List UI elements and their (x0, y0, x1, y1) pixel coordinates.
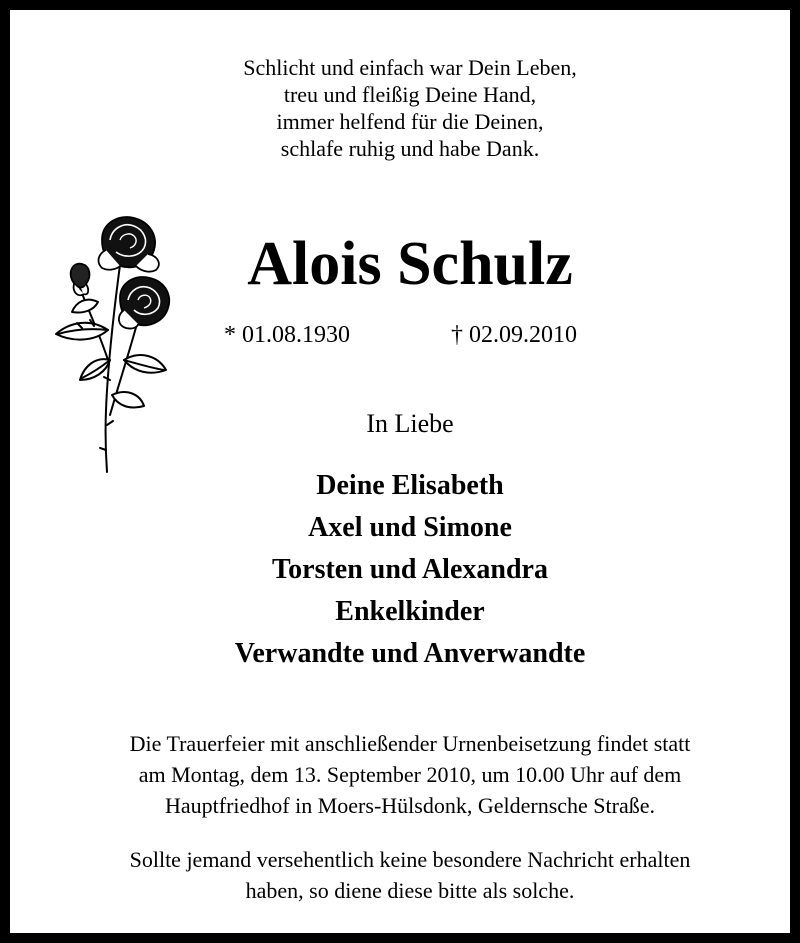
funeral-line: Die Trauerfeier mit anschließender Urnenbeisetzung findet statt (129, 731, 691, 756)
notification-notice (10, 844, 800, 906)
mourner-name: Enkelkinder (335, 596, 485, 627)
mourner-name: Axel und Simone (308, 512, 512, 543)
verse-line: treu und fleißig Deine Hand, (283, 82, 537, 107)
notice-line: Sollte jemand versehentlich keine besondere Nachricht erhalten (129, 847, 691, 872)
funeral-line: am Montag, dem 13. September 2010, um 10.00 Uhr auf dem (138, 762, 682, 787)
mourner-name: Verwandte und Anverwandte (234, 638, 586, 669)
birth-date: * 01.08.1930 (224, 322, 350, 348)
memorial-verse (10, 54, 800, 162)
death-date: † 02.09.2010 (451, 322, 577, 348)
mourners-list (10, 465, 800, 675)
funeral-line: Hauptfriedhof in Moers-Hülsdonk, Geldernsche Straße. (165, 793, 655, 818)
in-love-heading: In Liebe (366, 409, 454, 438)
verse-line: Schlicht und einfach war Dein Leben, (243, 55, 577, 80)
deceased-name: Alois Schulz (247, 230, 573, 298)
verse-line: immer helfend für die Deinen, (276, 109, 544, 134)
funeral-details (10, 728, 800, 821)
mourner-name: Deine Elisabeth (316, 470, 504, 501)
mourner-name: Torsten und Alexandra (272, 554, 548, 585)
notice-line: haben, so diene diese bitte als solche. (245, 878, 575, 903)
verse-line: schlafe ruhig und habe Dank. (280, 136, 540, 161)
